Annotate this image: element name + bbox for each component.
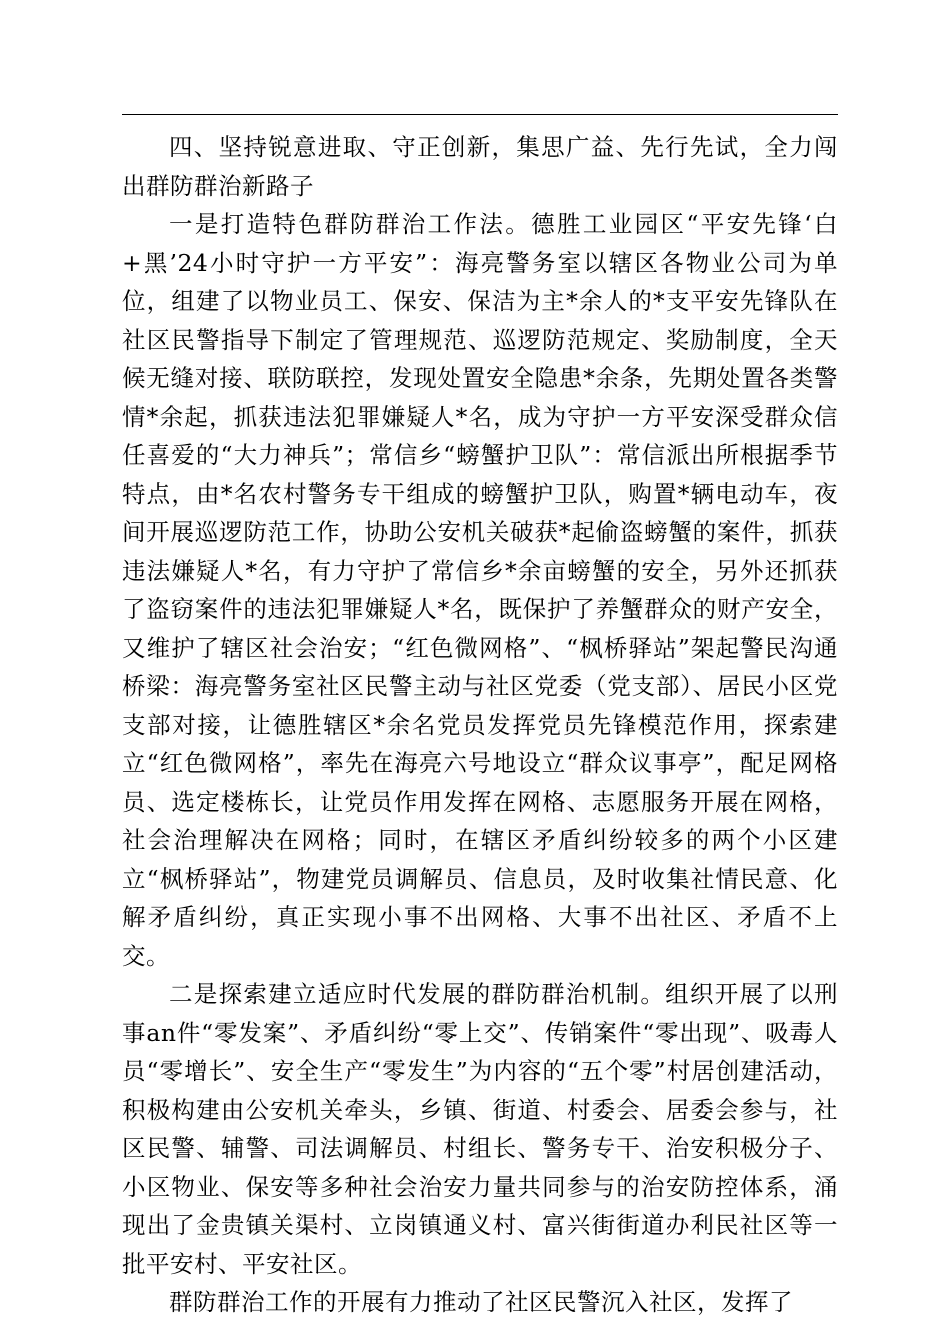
paragraph-1: 一是打造特色群防群治工作法。德胜工业园区“平安先锋‘白+黑’24小时守护一方平安”：海亮警务室以辖区各物业公司为单位，组建了以物业员工、保安、保洁为主*余人的*支平安先锋队在社区民警指导下制定了管理规范、巡逻防范规定、奖励制度，全天候无缝对接、联防联控，发现处置安全隐患*余条，先期处置各类警情*余起，抓获违法犯罪嫌疑人*名，成为守护一方平安深受群众信任喜爱的“大力神兵”；常信乡“螃蟹护卫队”：常信派出所根据季节特点，由*名农村警务专干组成的螃蟹护卫队，购置*辆电动车，夜间开展巡逻防范工作，协助公安机关破获*起偷盗螃蟹的案件，抓获违法嫌疑人*名，有力守护了常信乡*余亩螃蟹的安全，另外还抓获了盗窃案件的违法犯罪嫌疑人*名，既保护了养蟹群众的财产安全，又维护了辖区社会治安；“红色微网格”、“枫桥驿站”架起警民沟通桥梁：海亮警务室社区民警主动与社区党委（党支部）、居民小区党支部对接，让德胜辖区*余名党员发挥党员先锋模范作用，探索建立“红色微网格”，率先在海亮六号地设立“群众议事亭”，配足网格员、选定楼栋长，让党员作用发挥在网格、志愿服务开展在网格，社会治理解决在网格；同时，在辖区矛盾纠纷较多的两个小区建立“枫桥驿站”，物建党员调解员、信息员，及时收集社情民意、化解矛盾纠纷，真正实现小事不出网格、大事不出社区、矛盾不上交。 <box>122 210 838 970</box>
header-rule <box>122 114 838 115</box>
paragraph-2: 二是探索建立适应时代发展的群防群治机制。组织开展了以刑事an件“零发案”、矛盾纠纷“零上交”、传销案件“零出现”、吸毒人员“零增长”、安全生产“零发生”为内容的“五个零”村居创建活动，积极构建由公安机关牵头，乡镇、街道、村委会、居委会参与，社区民警、辅警、司法调解员、村组长、警务专干、治安积极分子、小区物业、保安等多种社会治安力量共同参与的治安防控体系，涌现出了金贵镇关渠村、立岗镇通义村、富兴街街道办利民社区等一批平安村、平安社区。 <box>122 980 838 1278</box>
section-heading: 四、坚持锐意进取、守正创新，集思广益、先行先试，全力闯出群防群治新路子 <box>122 133 838 200</box>
document-body <box>122 128 838 1322</box>
paragraph-3: 群防群治工作的开展有力推动了社区民警沉入社区，发挥了 <box>169 1288 793 1316</box>
